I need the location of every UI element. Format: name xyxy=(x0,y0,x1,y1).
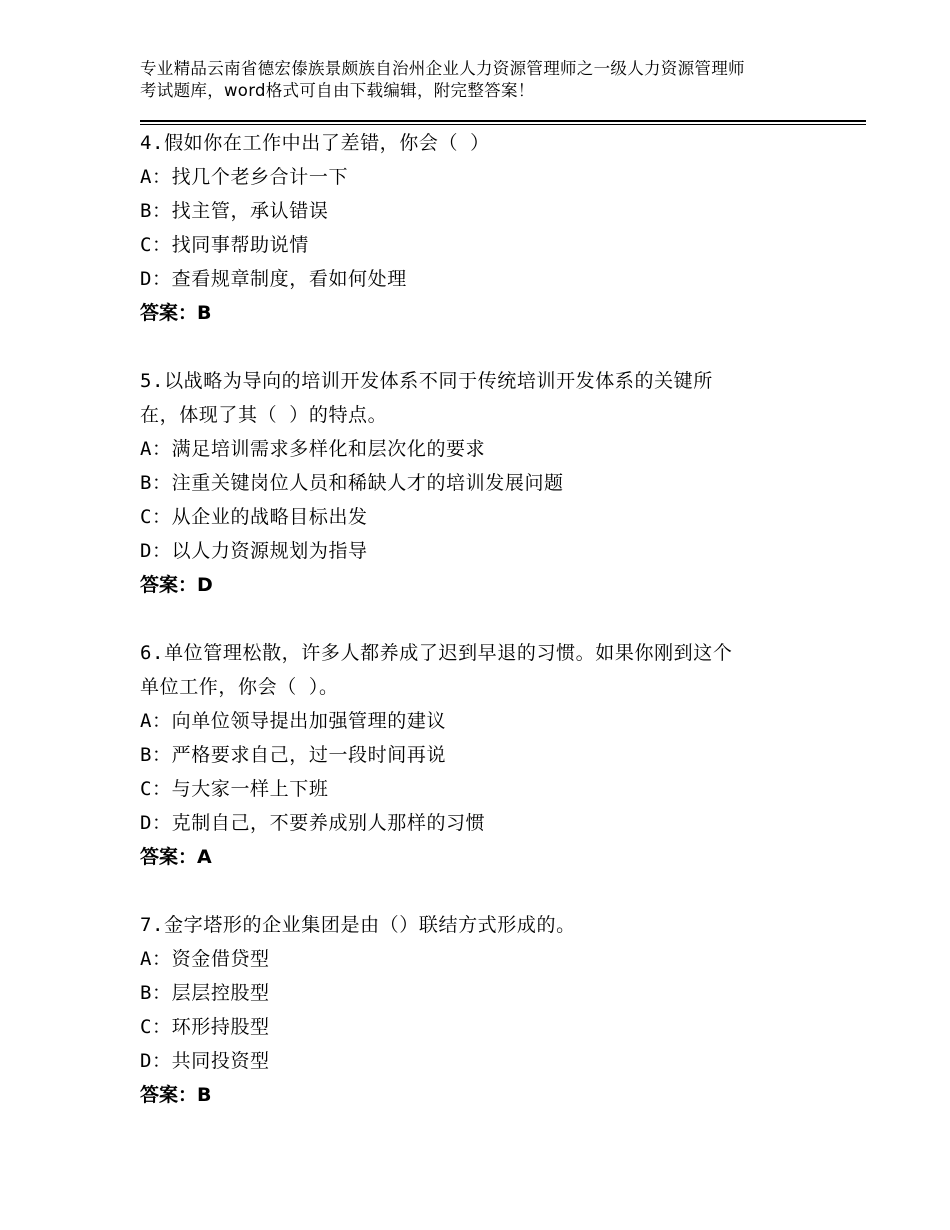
question-4 xyxy=(140,126,860,330)
header-line-2: 考试题库，word格式可自由下载编辑，附完整答案！ xyxy=(140,81,535,100)
question-list xyxy=(140,126,860,1146)
option-c: C：环形持股型 xyxy=(140,1016,270,1038)
option-d: D：克制自己，不要养成别人那样的习惯 xyxy=(140,812,486,834)
option-a: A：满足培训需求多样化和层次化的要求 xyxy=(140,438,486,460)
question-stem-continued: 单位工作，你会（ ）。 xyxy=(140,676,339,698)
answer-label: 答案：D xyxy=(140,574,213,596)
question-stem: 6.单位管理松散，许多人都养成了迟到早退的习惯。如果你刚到这个 xyxy=(140,642,733,664)
header-divider-thin xyxy=(140,124,866,125)
option-b: B：注重关键岗位人员和稀缺人才的培训发展问题 xyxy=(140,472,564,494)
option-b: B：层层控股型 xyxy=(140,982,270,1004)
answer-label: 答案：A xyxy=(140,846,212,868)
option-b: B：严格要求自己，过一段时间再说 xyxy=(140,744,447,766)
question-5 xyxy=(140,364,860,602)
question-7 xyxy=(140,908,860,1112)
option-a: A：向单位领导提出加强管理的建议 xyxy=(140,710,447,732)
option-c: C：从企业的战略目标出发 xyxy=(140,506,368,528)
option-d: D：以人力资源规划为指导 xyxy=(140,540,368,562)
answer-label: 答案：B xyxy=(140,302,212,324)
answer-label: 答案：B xyxy=(140,1084,212,1106)
header-divider-thick xyxy=(140,120,866,122)
question-stem: 7.金字塔形的企业集团是由（）联结方式形成的。 xyxy=(140,914,576,936)
option-a: A：资金借贷型 xyxy=(140,948,270,970)
question-stem-continued: 在，体现了其（ ）的特点。 xyxy=(140,404,388,426)
option-d: D：查看规章制度，看如何处理 xyxy=(140,268,407,290)
question-stem: 5.以战略为导向的培训开发体系不同于传统培训开发体系的关键所 xyxy=(140,370,713,392)
document-header xyxy=(140,58,840,102)
option-d: D：共同投资型 xyxy=(140,1050,270,1072)
option-c: C：与大家一样上下班 xyxy=(140,778,329,800)
option-b: B：找主管，承认错误 xyxy=(140,200,329,222)
header-line-1: 专业精品云南省德宏傣族景颇族自治州企业人力资源管理师之一级人力资源管理师 xyxy=(140,59,745,78)
question-stem: 4.假如你在工作中出了差错，你会（ ） xyxy=(140,132,490,154)
option-c: C：找同事帮助说情 xyxy=(140,234,309,256)
question-6 xyxy=(140,636,860,874)
option-a: A：找几个老乡合计一下 xyxy=(140,166,349,188)
